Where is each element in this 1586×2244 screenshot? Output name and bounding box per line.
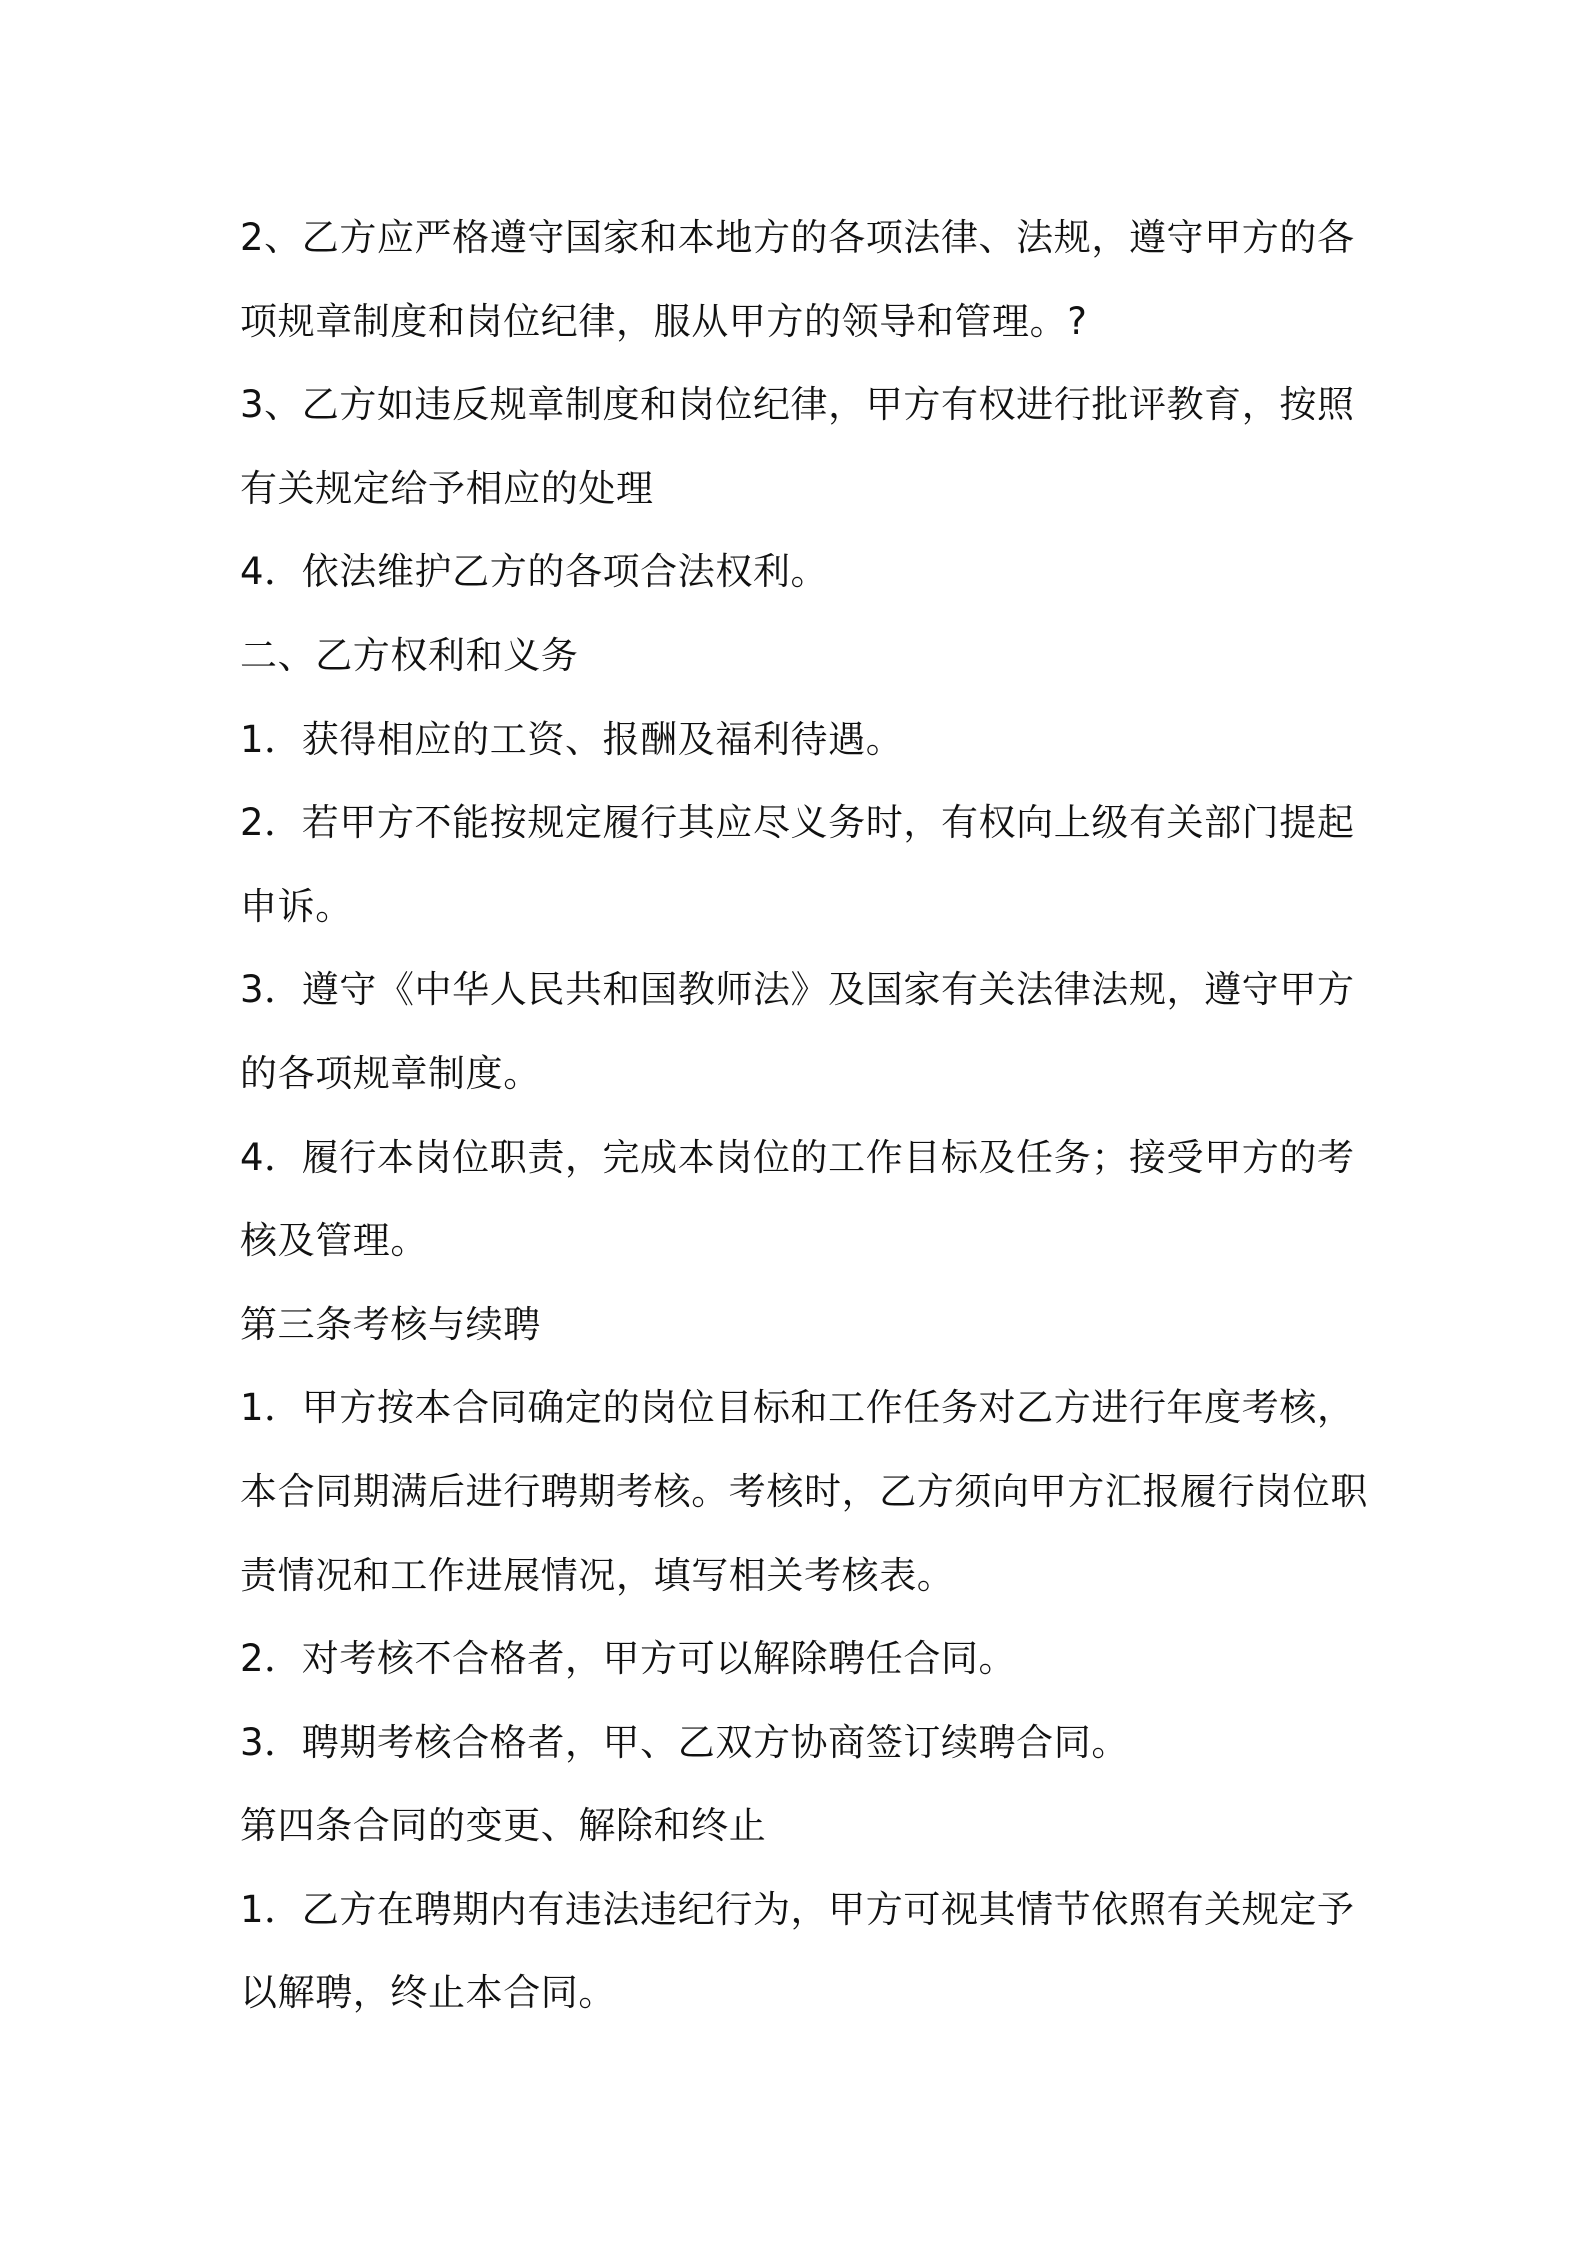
- text-line: 3．聘期考核合格者，甲、乙双方协商签订续聘合同。: [240, 1720, 1129, 1764]
- text-line: 1．获得相应的工资、报酬及福利待遇。: [240, 717, 904, 761]
- text-line: 2．若甲方不能按规定履行其应尽义务时，有权向上级有关部门提起: [240, 801, 1355, 845]
- text-line: 的各项规章制度。: [240, 1051, 541, 1095]
- text-line: 以解聘，终止本合同。: [240, 1971, 616, 2015]
- text-line: 本合同期满后进行聘期考核。考核时，乙方须向甲方汇报履行岗位职: [240, 1469, 1368, 1513]
- text-line: 2、乙方应严格遵守国家和本地方的各项法律、法规，遵守甲方的各: [240, 216, 1355, 259]
- document-body: [240, 196, 1368, 2035]
- text-line: 3．遵守《中华人民共和国教师法》及国家有关法律法规，遵守甲方: [240, 968, 1355, 1012]
- article-heading: 第三条考核与续聘: [240, 1302, 541, 1346]
- article-heading: 第四条合同的变更、解除和终止: [240, 1804, 767, 1848]
- text-line: 4．依法维护乙方的各项合法权利。: [240, 550, 829, 594]
- text-line: 责情况和工作进展情况，填写相关考核表。: [240, 1553, 955, 1597]
- section-heading: 二、乙方权利和义务: [240, 633, 579, 677]
- text-line: 1．乙方在聘期内有违法违纪行为，甲方可视其情节依照有关规定予: [240, 1887, 1355, 1931]
- text-line: 申诉。: [240, 884, 353, 928]
- text-line: 项规章制度和岗位纪律，服从甲方的领导和管理。?: [240, 299, 1088, 343]
- text-line: 核及管理。: [240, 1219, 428, 1263]
- text-line: 4．履行本岗位职责，完成本岗位的工作目标及任务；接受甲方的考: [240, 1135, 1355, 1179]
- text-line: 2．对考核不合格者，甲方可以解除聘任合同。: [240, 1637, 1017, 1681]
- text-line: 有关规定给予相应的处理: [240, 466, 654, 510]
- text-line: 1．甲方按本合同确定的岗位目标和工作任务对乙方进行年度考核，: [240, 1386, 1355, 1430]
- text-line: 3、乙方如违反规章制度和岗位纪律，甲方有权进行批评教育，按照: [240, 383, 1355, 427]
